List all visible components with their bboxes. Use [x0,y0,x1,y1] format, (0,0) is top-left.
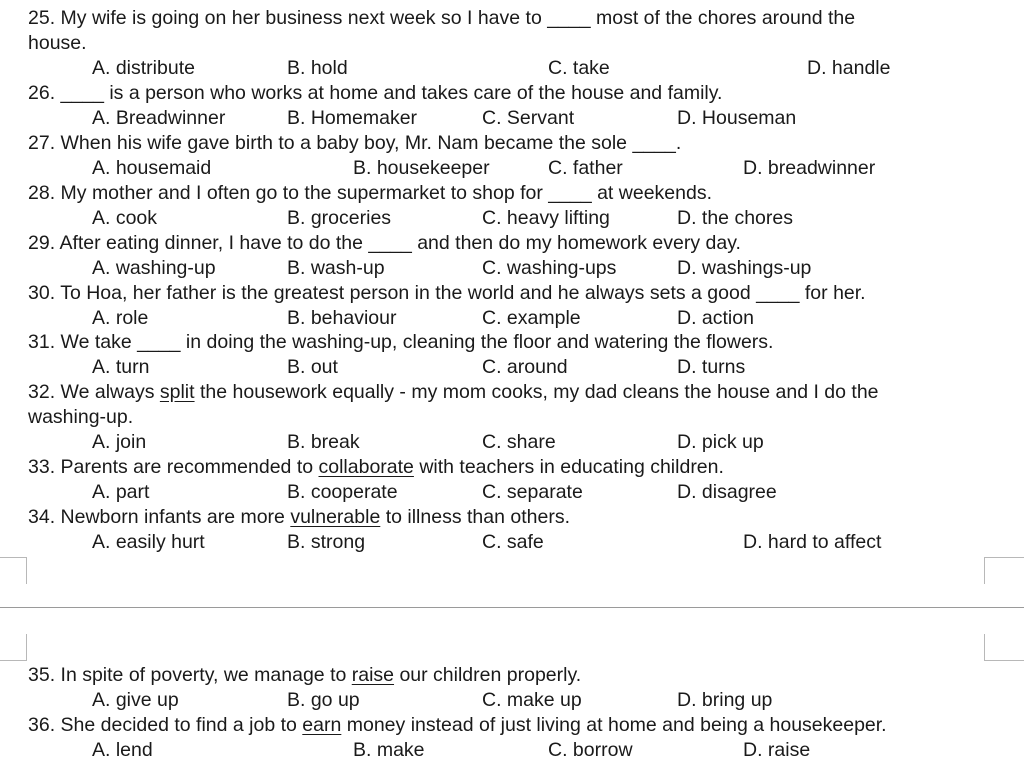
underlined-word: split [159,381,195,403]
question-28: 28. My mother and I often go to the supermarket to shop for ____ at weekends. [28,182,712,204]
q25-option-c: C. take [548,57,610,79]
q34-option-a: A. easily hurt [92,531,205,553]
q32-option-a: A. join [92,431,147,453]
q26-option-d: D. Houseman [677,107,797,129]
question-36: 36. She decided to find a job to earn money instead of just living at home and being a housekeeper. [28,714,887,736]
underlined-word: earn [302,714,342,736]
q35-option-a: A. give up [92,689,179,711]
question-25: 25. My wife is going on her business next week so I have to ____ most of the chores around the [28,7,856,29]
question-35: 35. In spite of poverty, we manage to raise our children properly. [28,664,582,686]
question-26: 26. ____ is a person who works at home and takes care of the house and family. [28,82,723,104]
underlined-word: collaborate [318,456,414,478]
page-break-divider [0,607,1024,608]
q31-option-b: B. out [287,356,338,378]
underlined-word: raise [351,664,395,686]
q32-option-c: C. share [482,431,556,453]
q30-option-d: D. action [677,307,754,329]
question-30: 30. To Hoa, her father is the greatest person in the world and he always sets a good ____ for her. [28,282,866,304]
q31-option-a: A. turn [92,356,150,378]
q34-option-b: B. strong [287,531,366,553]
q26-option-c: C. Servant [482,107,575,129]
underlined-word: vulnerable [290,506,381,528]
q26-option-a: A. Breadwinner [92,107,226,129]
q35-option-c: C. make up [482,689,582,711]
q32-option-d: D. pick up [677,431,764,453]
page-corner-mark-top-left [0,634,27,661]
q28-option-a: A. cook [92,207,158,229]
q35-option-d: D. bring up [677,689,773,711]
q28-option-b: B. groceries [287,207,392,229]
question-29: 29. After eating dinner, I have to do the ____ and then do my homework every day. [28,232,741,254]
q27-option-b: B. housekeeper [353,157,490,179]
q31-option-d: D. turns [677,356,746,378]
q33-option-c: C. separate [482,481,583,503]
q29-option-c: C. washing-ups [482,257,617,279]
q25-option-b: B. hold [287,57,348,79]
q36-option-b: B. make [353,739,425,761]
q36-option-a: A. lend [92,739,153,761]
page-corner-mark-bottom-right [984,557,1024,584]
question-31: 31. We take ____ in doing the washing-up, cleaning the floor and watering the flowers. [28,331,774,353]
q33-option-d: D. disagree [677,481,777,503]
q30-option-b: B. behaviour [287,307,397,329]
question-27: 27. When his wife gave birth to a baby boy, Mr. Nam became the sole ____. [28,132,682,154]
q35-option-b: B. go up [287,689,360,711]
question-32-continued: washing-up. [28,406,134,428]
q25-option-d: D. handle [807,57,891,79]
q30-option-a: A. role [92,307,149,329]
question-33: 33. Parents are recommended to collaborate with teachers in educating children. [28,456,724,478]
q28-option-c: C. heavy lifting [482,207,610,229]
q34-option-c: C. safe [482,531,544,553]
q33-option-b: B. cooperate [287,481,398,503]
q29-option-b: B. wash-up [287,257,385,279]
q32-option-b: B. break [287,431,360,453]
q29-option-d: D. washings-up [677,257,812,279]
q26-option-b: B. Homemaker [287,107,418,129]
q27-option-a: A. housemaid [92,157,212,179]
q30-option-c: C. example [482,307,581,329]
q25-option-a: A. distribute [92,57,195,79]
q34-option-d: D. hard to affect [743,531,882,553]
q36-option-d: D. raise [743,739,811,761]
page-corner-mark-bottom-left [0,557,27,584]
q28-option-d: D. the chores [677,207,793,229]
q31-option-c: C. around [482,356,568,378]
q29-option-a: A. washing-up [92,257,216,279]
question-32: 32. We always split the housework equally - my mom cooks, my dad cleans the house and I do the [28,381,879,403]
page-corner-mark-top-right [984,634,1024,661]
question-25-continued: house. [28,32,87,54]
q36-option-c: C. borrow [548,739,633,761]
q33-option-a: A. part [92,481,150,503]
question-34: 34. Newborn infants are more vulnerable to illness than others. [28,506,570,528]
q27-option-d: D. breadwinner [743,157,876,179]
q27-option-c: C. father [548,157,623,179]
